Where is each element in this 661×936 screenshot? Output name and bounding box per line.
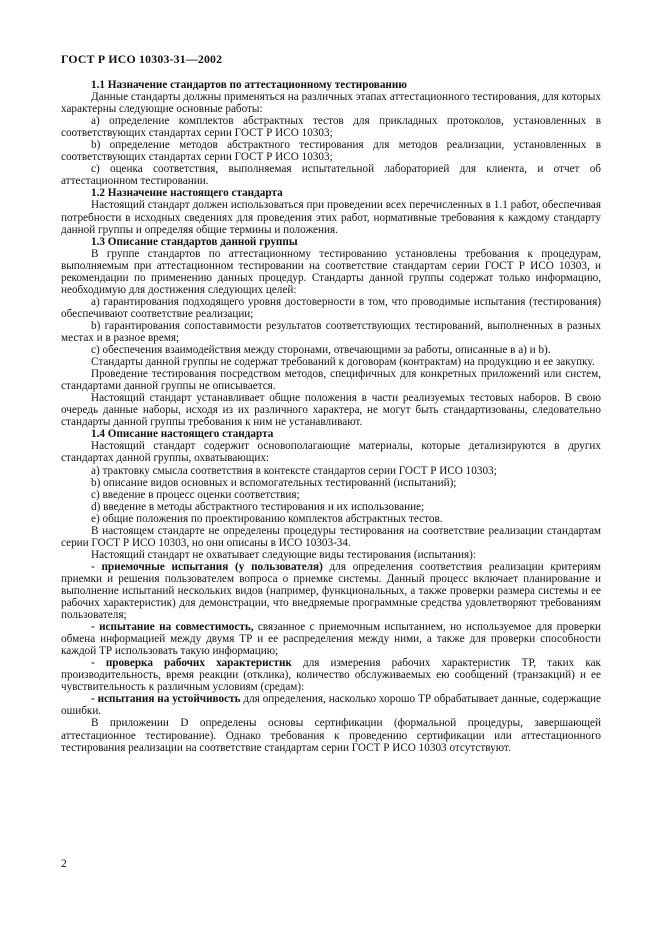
section-1-4-paragraph: Настоящий стандарт не охватывает следующие виды тестирования (испытания): [91, 548, 476, 561]
section-1-4-item: d) введение в методы абстрактного тестирования и их использование; [91, 500, 425, 513]
definition-acceptance-testing [61, 561, 601, 621]
section-1-2-heading: 1.2 Назначение настоящего стандарта [91, 187, 283, 200]
section-1-3-heading: 1.3 Описание стандартов данной группы [91, 235, 298, 248]
section-1-4-item: b) описание видов основных и вспомогательных тестирований (испытаний); [91, 476, 457, 489]
definition-text: для измерения рабочих характеристик ТР, таких как производительность, время реакции (отклика), количество обслуживаемых ею сообщений (транзакций) и ее чувствительность к различным условиям (средам): [61, 657, 601, 694]
section-1-3-intro: В группе стандартов по аттестационному тестированию установлены требования к процедурам, выполняемым при аттестационном тестировании на соответствие стандартам серии ГОСТ Р ИСО 10303, и рекомендации по применению данных процедур. Стандарты данной группы содержат только информацию, необходимую для достижения следующих целей: [61, 247, 601, 296]
definition-interoperability-testing [61, 621, 601, 657]
section-1-4-paragraph: В приложении D определены основы сертификации (формальной процедуры, завершающей аттестационное тестирование). Однако требования к проведению сертификации или аттестационного тестирования реализации на соответствие стандартам серии ГОСТ Р ИСО 10303 отсутствуют. [61, 717, 601, 754]
section-1-3-item: b) гарантирования сопоставимости результатов соответствующих тестирований, выполненных в разных местах и в разное время; [61, 319, 601, 344]
definition-performance-testing [61, 657, 601, 693]
definition-text: для определения, насколько хорошо ТР обрабатывает данные, содержащие ошибки. [61, 693, 601, 718]
document-header: ГОСТ Р ИСО 10303-31—2002 [61, 52, 223, 66]
document-body [61, 79, 601, 754]
section-1-1-intro: Данные стандарты должны применяться на различных этапах аттестационного тестирования, для которых характерны следующие основные работы: [61, 91, 601, 116]
section-1-3-paragraph: Настоящий стандарт устанавливает общие положения в части реализуемых тестовых наборов. В свою очередь данные наборы, исходя из их различного характера, не могут быть стандартизованы, следовательно стандарты данной группы требования к ним не устанавливают. [61, 392, 601, 429]
section-1-4-heading: 1.4 Описание настоящего стандарта [91, 428, 274, 441]
section-1-4-item: a) трактовку смысла соответствия в контексте стандартов серии ГОСТ Р ИСО 10303; [91, 464, 497, 477]
definition-term: - испытания на устойчивость [91, 693, 241, 706]
section-1-1-item: c) оценка соответствия, выполняемая испытательной лабораторией для клиента, и отчет об аттестационном тестировании. [61, 163, 601, 188]
section-1-2-text: Настоящий стандарт должен использоваться при проведении всех перечисленных в 1.1 работ, обеспечивая потребности в исходных сведениях для проведения этих работ, нормативные требования к каждому стандарту данной группы и определяя общие термины и положения. [61, 199, 601, 236]
definition-text: для определения соответствия реализации критериям приемки и решения пользователем вопроса о приемке системы. Данный процесс включает планирование и выполнение испытаний нескольких видов (например, функциональных, а также проверки размера системы и ее рабочих характеристик) для демонстрации, что внедряемые программные средства удовлетворяют требованиям пользователя; [61, 560, 601, 622]
section-1-4-intro: Настоящий стандарт содержит основополагающие материалы, которые детализируются в других стандартах данной группы, охватывающих: [61, 440, 601, 465]
section-1-3-paragraph: Стандарты данной группы не содержат требований к договорам (контрактам) на продукцию и ее закупку. [91, 356, 595, 369]
section-1-3-item: c) обеспечения взаимодействия между сторонами, отвечающими за работы, описанные в a) и b). [91, 344, 551, 357]
definition-term: - испытание на совместимость, [91, 621, 254, 634]
definition-term: - проверка рабочих характеристик [91, 657, 292, 670]
section-1-1-heading: 1.1 Назначение стандартов по аттестационному тестированию [91, 79, 407, 91]
section-1-3-paragraph: Проведение тестирования посредством методов, специфичных для конкретных приложений или систем, стандартами данной группы не описывается. [61, 368, 601, 393]
section-1-3-item: a) гарантирования подходящего уровня достоверности в том, что проводимые испытания (тестирования) обеспечивают соответствие реализации; [61, 295, 601, 320]
page-number: 2 [61, 858, 67, 870]
section-1-4-paragraph: В настоящем стандарте не определены процедуры тестирования на соответствие реализации стандартам серии ГОСТ Р ИСО 10303, но они описаны в ИСО 10303-34. [61, 524, 601, 549]
section-1-4-item: e) общие положения по проектированию комплектов абстрактных тестов. [91, 512, 443, 525]
section-1-1-item: a) определение комплектов абстрактных тестов для прикладных протоколов, установленных в соответствующих стандартах серии ГОСТ Р ИСО 10303; [61, 115, 601, 140]
definition-text: связанное с приемочным испытанием, но используемое для проверки обмена информацией между двумя ТР и ее распределения между ними, а также для проверки способности каждой ТР использовать такую информацию; [61, 621, 601, 658]
section-1-1-item: b) определение методов абстрактного тестирования для методов реализации, установленных в соответствующих стандартах серии ГОСТ Р ИСО 10303; [61, 139, 601, 164]
section-1-4-item: c) введение в процесс оценки соответствия; [91, 488, 300, 501]
definition-term: - приемочные испытания (у пользователя) [91, 560, 323, 573]
definition-robustness-testing [61, 693, 601, 717]
